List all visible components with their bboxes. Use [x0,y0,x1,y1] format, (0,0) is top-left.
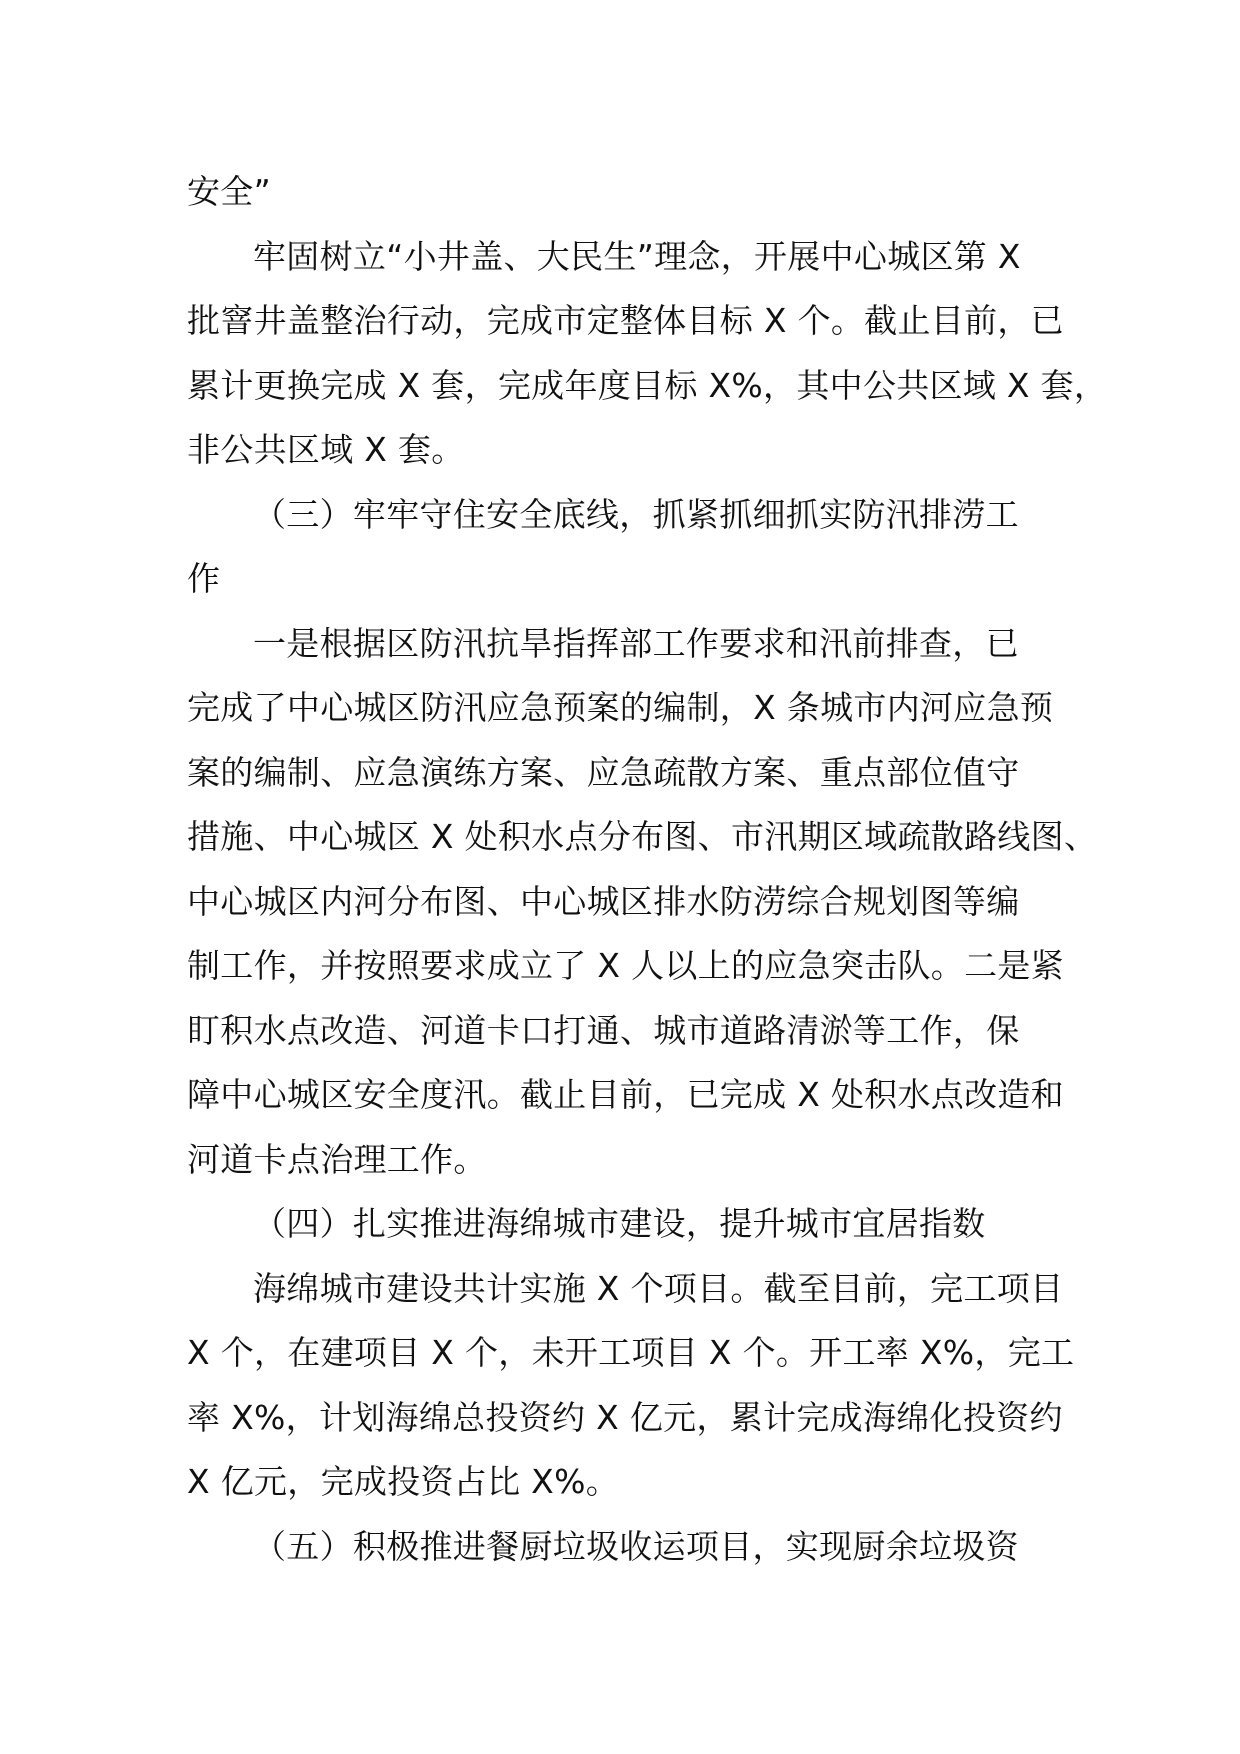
paragraph-first-line: 一是根据区防汛抗旱指挥部工作要求和汛前排查，已 [253,623,1019,663]
text-line: 河道卡点治理工作。 [187,1139,487,1179]
text-line: 障中心城区安全度汛。截止目前，已完成 X 处积水点改造和 [187,1075,1064,1114]
text-line: 累计更换完成 X 套，完成年度目标 X%，其中公共区域 X 套， [187,365,1108,405]
text-line: 完成了中心城区防汛应急预案的编制，X 条城市内河应急预 [187,688,1054,727]
paragraph-first-line: 牢固树立“小井盖、大民生”理念，开展中心城区第 X [253,236,1021,276]
text-line: 非公共区域 X 套。 [187,430,465,469]
text-line: 批窨井盖整治行动，完成市定整体目标 X 个。截止目前，已 [187,301,1064,340]
section-heading-5: （五）积极推进餐厨垃圾收运项目，实现厨余垃圾资 [253,1526,1019,1566]
section-heading-3: （三）牢牢守住安全底线，抓紧抓细抓实防汛排涝工 [253,494,1019,534]
text-line: X 个，在建项目 X 个，未开工项目 X 个。开工率 X%，完工 [187,1333,1075,1372]
text-line: 安全” [187,172,271,211]
text-line: 制工作，并按照要求成立了 X 人以上的应急突击队。二是紧 [187,946,1064,985]
document-body [187,160,1108,1579]
text-line: 措施、中心城区 X 处积水点分布图、市汛期区域疏散路线图、 [187,817,1098,856]
section-heading-4: （四）扎实推进海绵城市建设，提升城市宜居指数 [253,1204,986,1243]
text-line: 案的编制、应急演练方案、应急疏散方案、重点部位值守 [187,752,1020,792]
section-heading-3-continued: 作 [187,559,221,598]
paragraph-first-line: 海绵城市建设共计实施 X 个项目。截至目前，完工项目 [253,1268,1064,1308]
text-line: 率 X%，计划海绵总投资约 X 亿元，累计完成海绵化投资约 [187,1397,1063,1437]
text-line: X 亿元，完成投资占比 X%。 [187,1462,620,1501]
text-line: 中心城区内河分布图、中心城区排水防涝综合规划图等编 [187,881,1020,921]
text-line: 盯积水点改造、河道卡口打通、城市道路清淤等工作，保 [187,1010,1020,1050]
